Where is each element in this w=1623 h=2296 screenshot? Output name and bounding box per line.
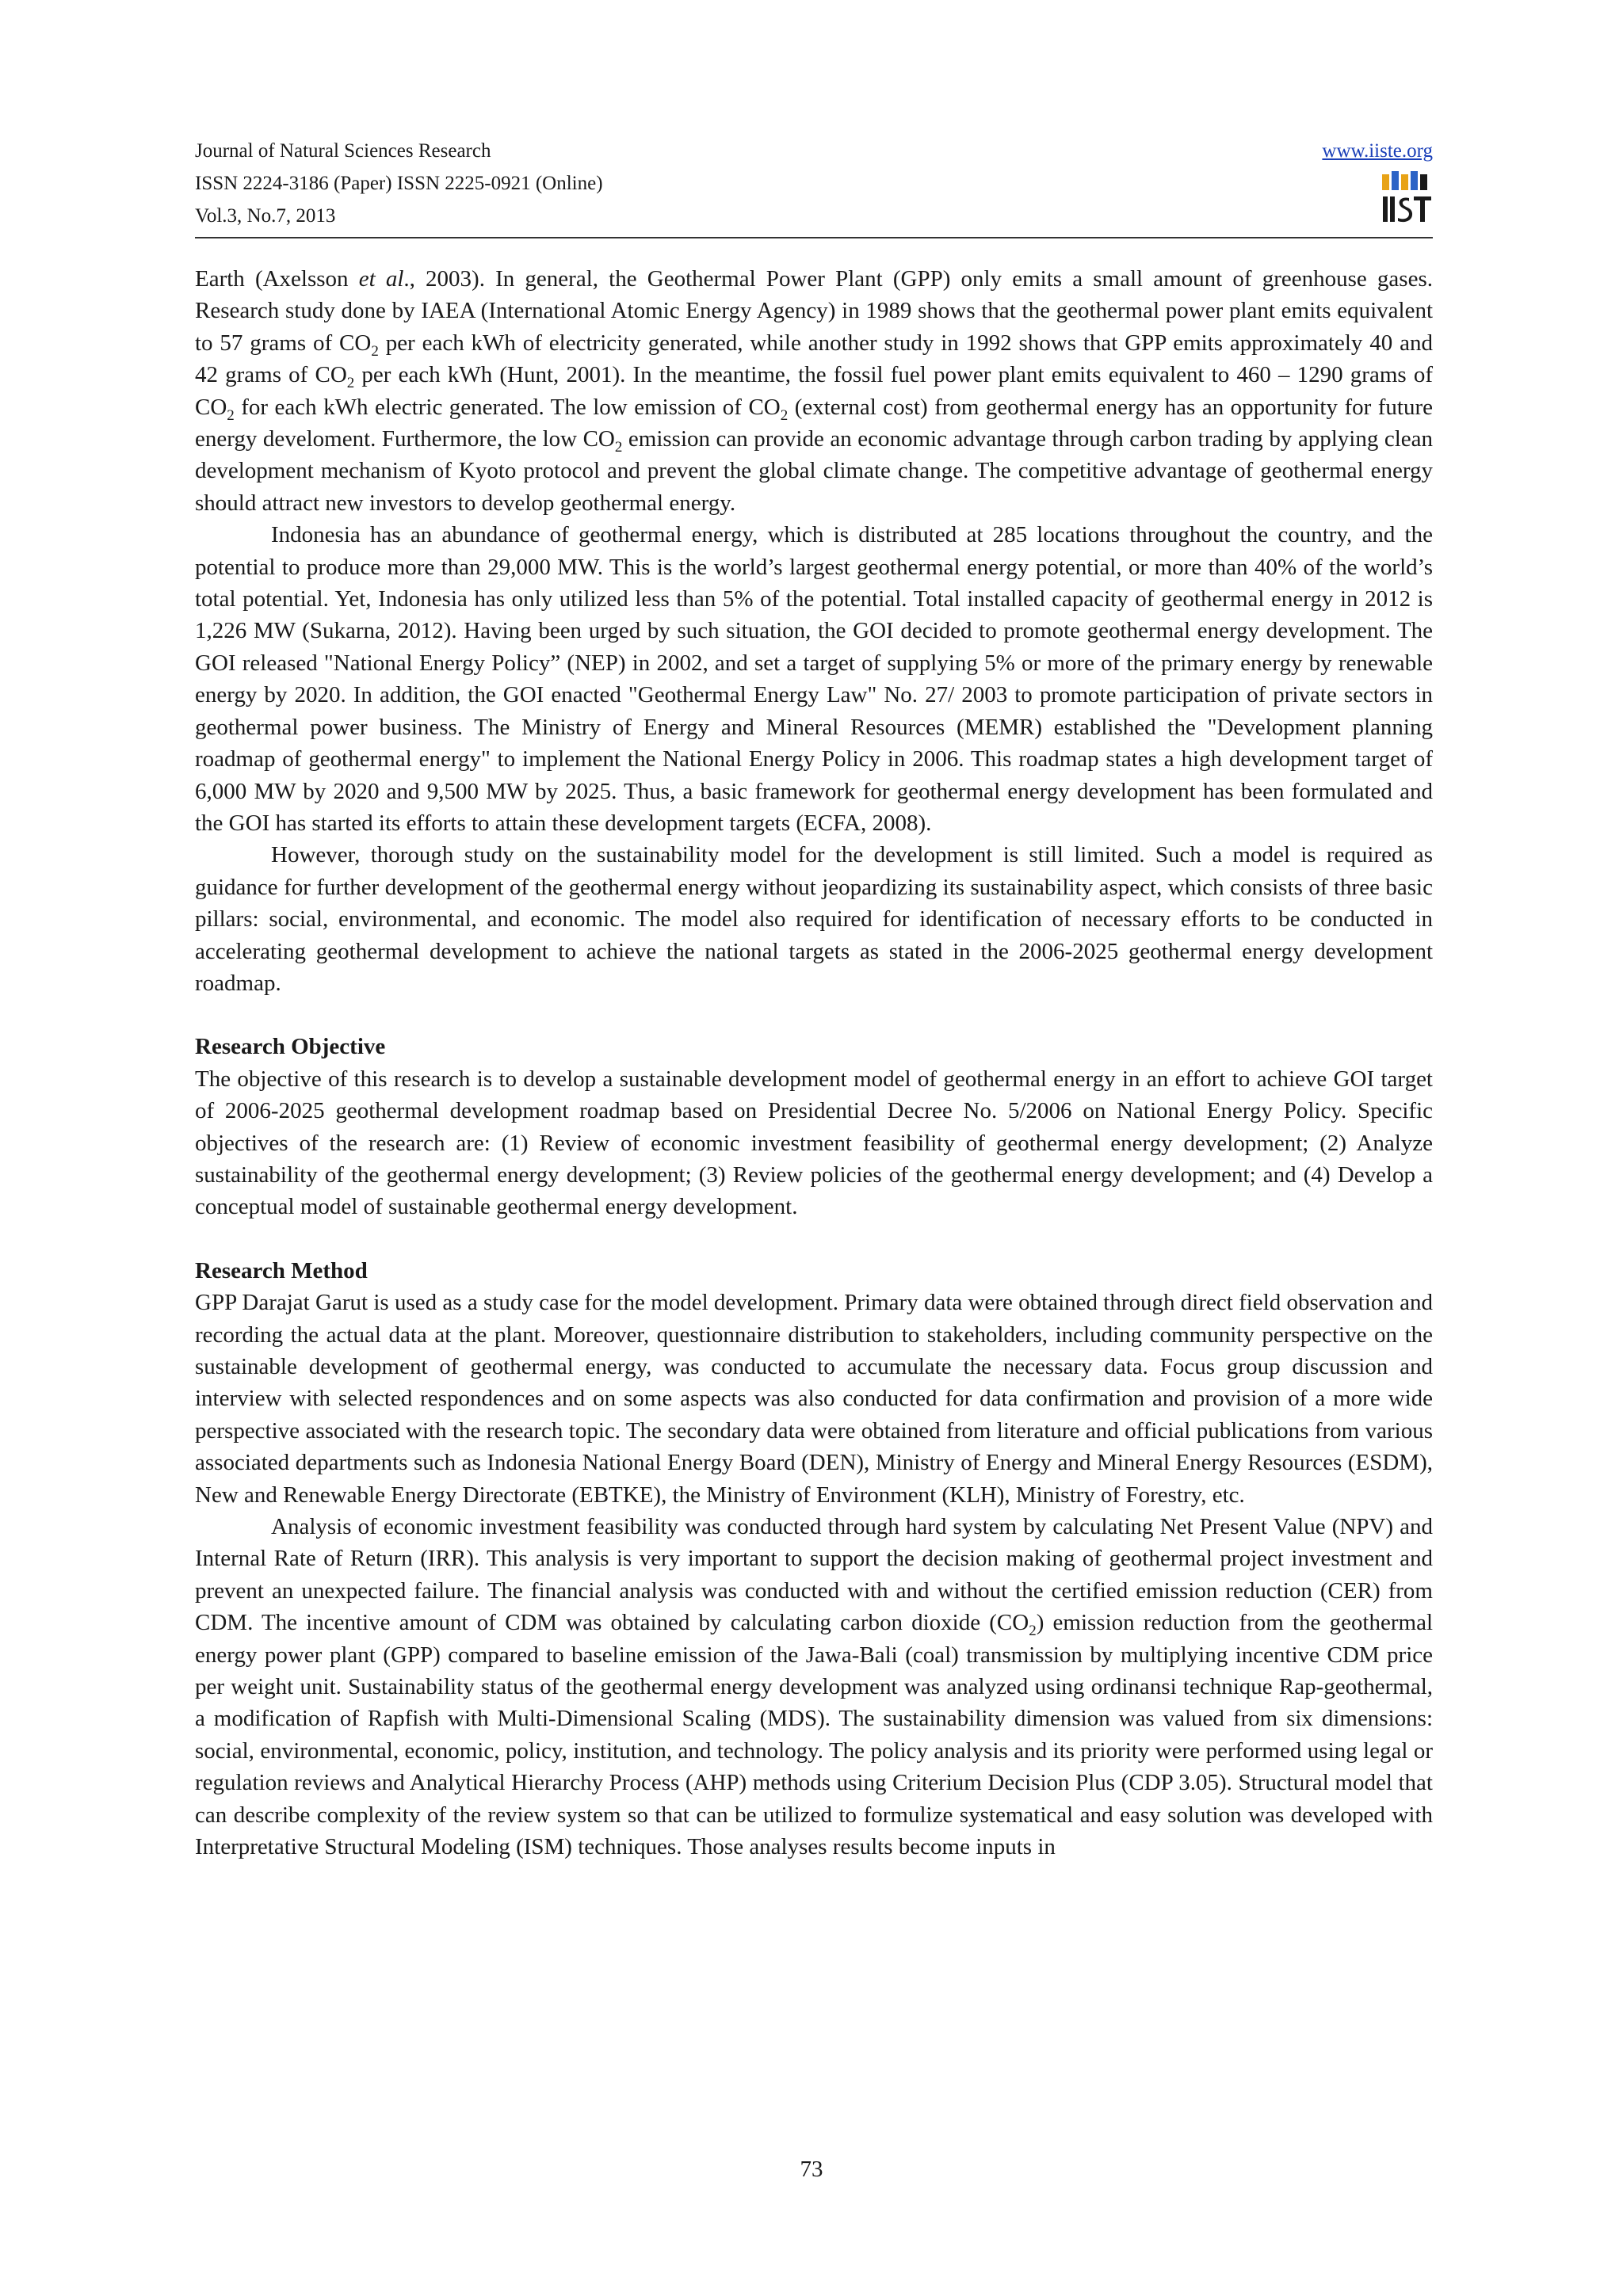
journal-info xyxy=(195,135,603,232)
page-number: 73 xyxy=(800,2157,823,2182)
heading-research-objective: Research Objective xyxy=(195,1034,386,1060)
paragraph-research-objective: The objective of this research is to develop a sustainable development model of geothermal energy in an effort to achieve GOI target of 2006-2025 geothermal development roadmap based on Presidential Decree No. 5/2006 on National Energy Policy. Specific objectives of the research are: (1) Review of economic investment feasibility of geothermal energy development; (2) Analyze sustainability of the geothermal energy development; (3) Review policies of the geothermal energy development; and (4) Develop a conceptual model of sustainable geothermal energy development. xyxy=(195,1066,1433,1220)
website-link[interactable]: www.iiste.org xyxy=(1322,140,1433,162)
paragraph-research-method-data: GPP Darajat Garut is used as a study case for the model development. Primary data were obtained through direct field observation and recording the actual data at the plant. Moreover, questionnaire distribution to stakeholders, including community perspective on the sustainable development of geothermal energy, was conducted to accumulate the necessary data. Focus group discussion and interview with selected respondences and on some aspects was also conducted for data confirmation and provision of a more wide perspective associated with the research topic. The secondary data were obtained from literature and official publications from various associated departments such as Indonesia National Energy Board (DEN), Ministry of Energy and Mineral Energy Resources (ESDM), New and Renewable Energy Directorate (EBTKE), the Ministry of Environment (KLH), Ministry of Forestry, etc. xyxy=(195,1290,1433,1508)
paragraph-sustainability-model: However, thorough study on the sustainability model for the development is still limited. Such a model is required as guidance for further development of the geothermal energy without jeopardizing its sustainability aspect, which consists of three basic pillars: social, environmental, and economic. The model also required for identification of necessary efforts to be conducted in accelerating geothermal development to achieve the national targets as stated in the 2006-2025 geothermal energy development roadmap. xyxy=(195,842,1433,996)
paragraph-intro: Earth (Axelsson et al., 2003). In general, the Geothermal Power Plant (GPP) only emits a small amount of greenhouse gases. Research study done by IAEA (International Atomic Energy Agency) in 1989 shows that the geothermal power plant emits equivalent to 57 grams of $CO_2$ per each kWh of electricity generated, while another study in 1992 shows that GPP emits approximately 40 and 42 grams of $CO_2$ per each kWh (Hunt, 2001). In the meantime, the fossil fuel power plant emits equivalent to 460 – 1290 grams of $CO_2$ for each kWh electric generated. The low emission of $CO_2$ (external cost) from geothermal energy has an opportunity for future energy develoment. Furthermore, the low $CO_2$ emission can provide an economic advantage through carbon trading by applying clean development mechanism of Kyoto protocol and prevent the global climate change. The competitive advantage of geothermal energy should attract new investors to develop geothermal energy. xyxy=(195,266,1433,516)
journal-issn: ISSN 2224-3186 (Paper) ISSN 2225-0921 (Online) xyxy=(195,173,603,194)
journal-volume: Vol.3, No.7, 2013 xyxy=(195,205,336,227)
page-header xyxy=(195,135,1433,238)
paragraph-research-method-analysis: Analysis of economic investment feasibility was conducted through hard system by calculating Net Present Value (NPV) and Internal Rate of Return (IRR). This analysis is very important to support the decision making of geothermal project investment and prevent an unexpected failure. The financial analysis was conducted with and without the certified emission reduction (CER) from CDM. The incentive amount of CDM was obtained by calculating carbon dioxide $(CO_2)$ emission reduction from the geothermal energy power plant (GPP) compared to baseline emission of the Jawa-Bali (coal) transmission by multiplying incentive CDM price per weight unit. Sustainability status of the geothermal energy development was analyzed using ordinansi technique Rap-geothermal, a modification of Rapfish with Multi-Dimensional Scaling (MDS). The sustainability dimension was valued from six dimensions: social, environmental, economic, policy, institution, and technology. The policy analysis and its priority were performed using legal or regulation reviews and Analytical Hierarchy Process (AHP) methods using Criterium Decision Plus (CDP 3.05). Structural model that can describe complexity of the review system so that can be utilized to formulize systematical and easy solution was developed with Interpretative Structural Modeling (ISM) techniques. Those analyses results become inputs in xyxy=(195,1514,1434,1860)
journal-title: Journal of Natural Sciences Research xyxy=(195,140,491,162)
article-body xyxy=(195,263,1433,1863)
iiste-logo xyxy=(1381,168,1433,225)
heading-research-method: Research Method xyxy=(195,1257,368,1283)
paragraph-indonesia-potential: Indonesia has an abundance of geothermal energy, which is distributed at 285 locations throughout the country, and the potential to produce more than 29,000 MW. This is the world’s largest geothermal energy potential, or more than 40% of the world’s total potential. Yet, Indonesia has only utilized less than 5% of the potential. Total installed capacity of geothermal energy in 2012 is 1,226 MW (Sukarna, 2012). Having been urged by such situation, the GOI decided to promote geothermal energy development. The GOI released "National Energy Policy” (NEP) in 2002, and set a target of supplying 5% or more of the primary energy by renewable energy by 2020. In addition, the GOI enacted "Geothermal Energy Law" No. 27/ 2003 to promote participation of private sectors in geothermal power business. The Ministry of Energy and Mineral Resources (MEMR) established the "Development planning roadmap of geothermal energy" to implement the National Energy Policy in 2006. This roadmap states a high development target of 6,000 MW by 2020 and 9,500 MW by 2025. Thus, a basic framework for geothermal energy development has been formulated and the GOI has started its efforts to attain these development targets (ECFA, 2008). xyxy=(195,522,1433,836)
header-divider xyxy=(195,237,1433,238)
